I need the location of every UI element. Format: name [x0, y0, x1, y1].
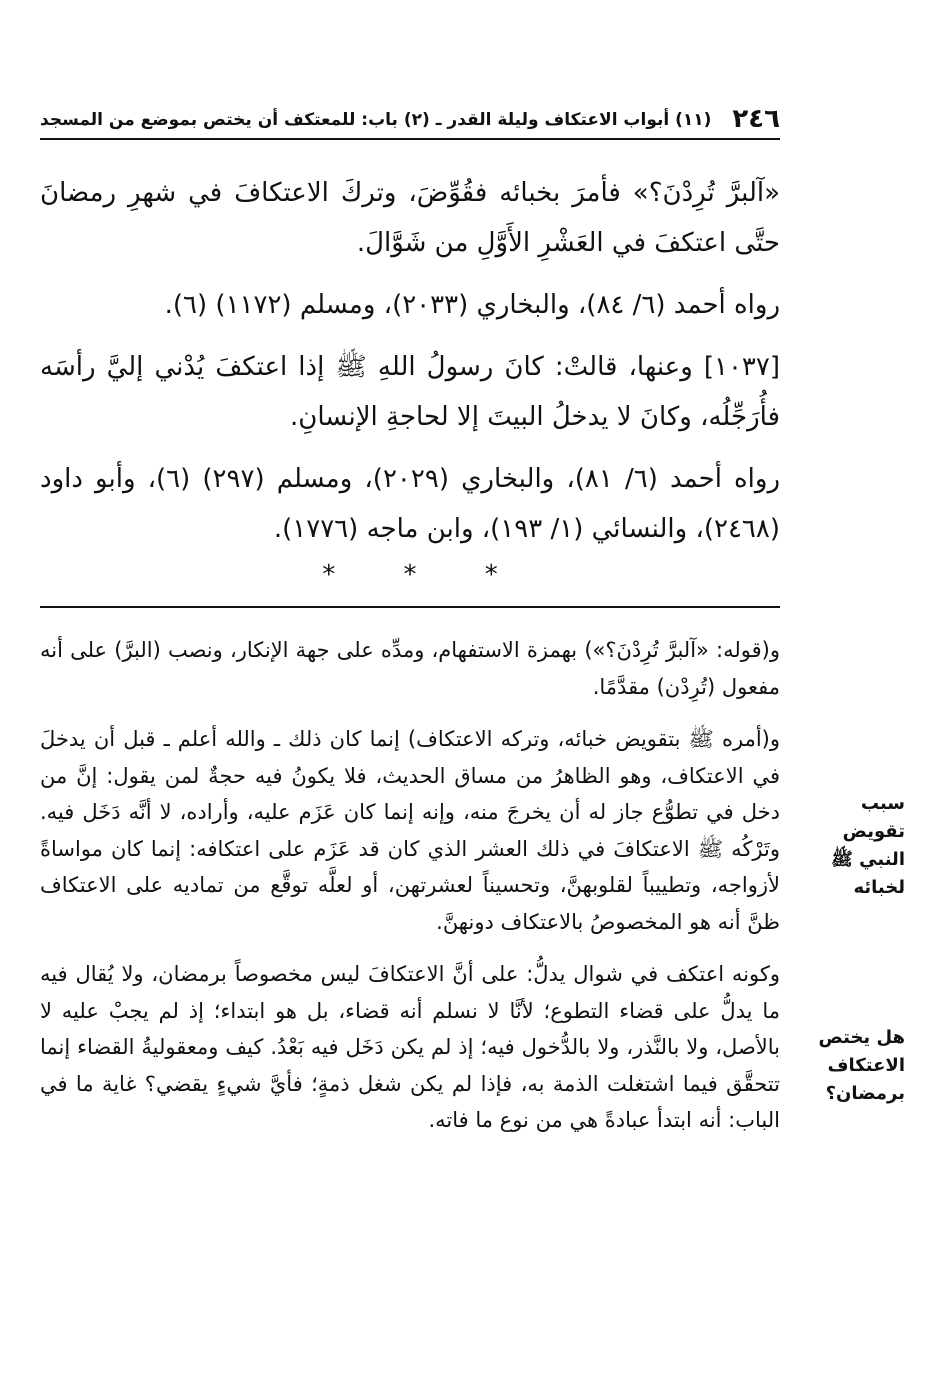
footnote-divider — [40, 606, 780, 608]
margin-note: هل يختص الاعتكاف برمضان؟ — [818, 1027, 905, 1104]
commentary-paragraph: وكونه اعتكف في شوال يدلُّ: على أنَّ الاعتكافَ ليس مخصوصاً برمضان، ولا يُقال فيه ما يدلُّ على قضاء التطوع؛ لأنَّا لا نسلم أنه قضاء، بل هو ابتداء؛ إذ لم يجبْ عليه لا بالأصل، ولا بالنَّذر، ولا بالدُّخول فيه؛ إذ لم يكن دَخَل فيه بَعْدُ. كيف ومعقوليةُ القضاء إنما تتحقَّق فيما اشتغلت الذمة به، فإذا لم يكن شغل ذمةٍ؛ فأيَّ شيءٍ يقضي؟ غاية ما في الباب: أنه ابتدأ عبادةً هي من نوع ما فاته. — [40, 962, 780, 1132]
margin-note: سبب تقويض النبي ﷺ لخبائه — [831, 793, 905, 898]
commentary-paragraph: و(أمره ﷺ بتقويض خبائه، وتركه الاعتكاف) إنما كان ذلك ـ والله أعلم ـ قبل أن يدخلَ في الاعتكاف، وهو الظاهرُ من مساق الحديث، فلا يكونُ فيه حجةٌ لمن يقول: إنَّ من دخل في تطوُّع جاز له أن يخرجَ منه، وإنه إنما كان عَزَم عليه، وأراده، لا أنَّه دَخَل فيه. وتَرْكُه ﷺ الاعتكافَ في ذلك العشر الذي كان قد عَزَم على اعتكافه: إنما كان مواساةً لأزواجه، وتطييباً لقلوبهنَّ، وتحسيناً لعشرتهن، أو لعلَّه توقَّع من تماديه على الاعتكاف ظنَّ أنه هو المخصوصُ بالاعتكاف دونهنَّ. — [40, 727, 780, 934]
hadith-text — [40, 168, 780, 590]
hadith-paragraph: «آلبرَّ تُرِدْنَ؟» فأمرَ بخبائه فقُوِّضَ، وتركَ الاعتكافَ في شهرِ رمضانَ حتَّى اعتكفَ في العَشْرِ الأَوَّلِ من شَوَّالَ. — [40, 178, 780, 258]
section-separator — [40, 560, 780, 590]
hadith-citation: رواه أحمد (٦/ ٨٤)، والبخاري (٢٠٣٣)، ومسلم (١١٧٢) (٦). — [164, 290, 780, 320]
separator-star: * — [484, 560, 498, 590]
hadith-citation: رواه أحمد (٦/ ٨١)، والبخاري (٢٠٢٩)، ومسلم (٢٩٧) (٦)، وأبو داود (٢٤٦٨)، والنسائي (١/ ١٩٣)، وابن ماجه (١٧٧٦). — [40, 464, 780, 544]
commentary-paragraph: و(قوله: «آلبرَّ تُرِدْنَ؟») بهمزة الاستفهام، ومدِّه على جهة الإنكار، ونصب (البرَّ) على أنه مفعول (تُرِدْن) مقدَّمًا. — [40, 638, 780, 699]
page-header — [40, 98, 780, 140]
hadith-paragraph: [١٠٣٧] وعنها، قالتْ: كانَ رسولُ اللهِ ﷺ إذا اعتكفَ يُدْني إليَّ رأسَه فأُرَجِّلُه، وكانَ لا يدخلُ البيتَ إلا لحاجةِ الإنسانِ. — [40, 352, 780, 432]
separator-star: * — [403, 560, 417, 590]
running-title: (١١) أبواب الاعتكاف وليلة القدر ـ (٢) باب: للمعتكف أن يختص بموضع من المسجد — [40, 110, 712, 130]
separator-star: * — [322, 560, 336, 590]
commentary-text — [40, 632, 780, 1155]
page-number: ٢٤٦ — [732, 104, 780, 134]
